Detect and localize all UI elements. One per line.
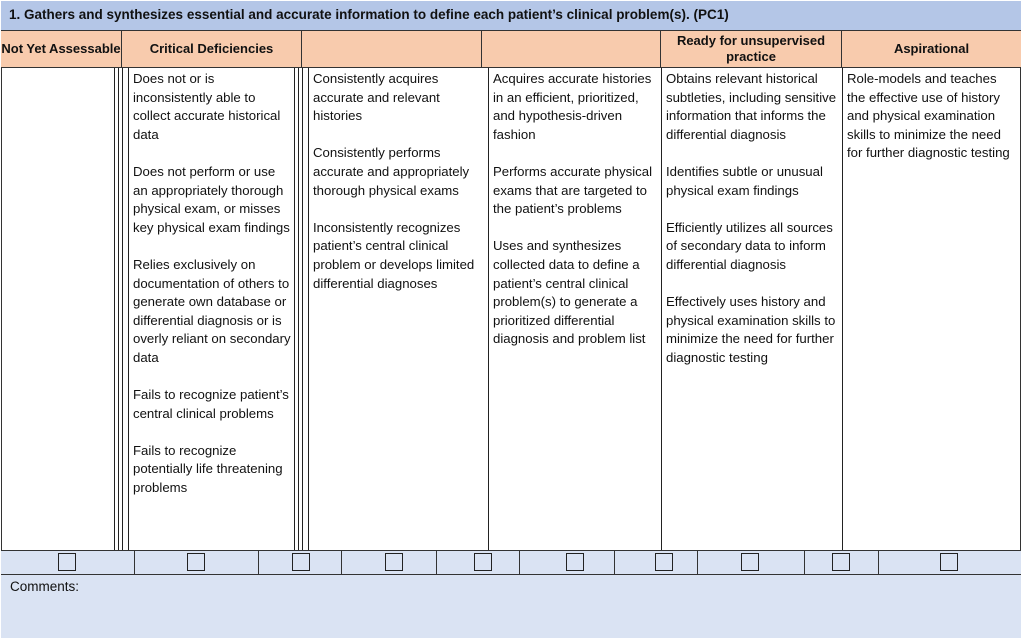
rating-checkbox-7[interactable] (741, 553, 759, 571)
column-rule (114, 68, 115, 550)
rating-checkbox-1[interactable] (187, 553, 205, 571)
descriptor-text: Does not or is inconsistently able to collect accurate historical data (133, 71, 281, 142)
rating-checkbox-2[interactable] (292, 553, 310, 571)
column-rule (302, 68, 303, 550)
descriptor-text: Uses and synthesizes collected data to define a patient’s central clinical problem(s) to generate a prioritized differential diagnosis and problem list (493, 238, 646, 347)
checkbox-divider (436, 551, 437, 574)
descriptor-text: Does not perform or use an appropriately thorough physical exam, or misses key physical exam findings (133, 163, 290, 235)
column-ready-unsupervised (662, 68, 842, 550)
rating-checkbox-6[interactable] (655, 553, 673, 571)
comments-field[interactable] (1, 575, 1021, 638)
rating-checkbox-not-yet-assessable[interactable] (58, 553, 76, 571)
header-level-3 (302, 31, 482, 68)
column-level-4 (489, 68, 661, 550)
header-critical-deficiencies: Critical Deficiencies (122, 31, 302, 68)
descriptor-text: Fails to recognize patient’s central clinical problems (133, 387, 289, 421)
column-rule (298, 68, 299, 550)
checkbox-divider (614, 551, 615, 574)
checkbox-divider (878, 551, 879, 574)
rating-checkbox-4[interactable] (474, 553, 492, 571)
rating-checkbox-3[interactable] (385, 553, 403, 571)
descriptor-text: Fails to recognize potentially life threatening problems (133, 442, 283, 496)
column-rule (118, 68, 119, 550)
descriptor-text: Inconsistently recognizes patient’s central clinical problem or develops limited differential diagnoses (313, 219, 475, 291)
descriptor-text: Performs accurate physical exams that are targeted to the patient’s problems (493, 163, 653, 217)
checkbox-divider (804, 551, 805, 574)
checkbox-divider (134, 551, 135, 574)
descriptor-text: Relies exclusively on documentation of others to generate own database or differential diagnosis or is overly reliant on secondary data (133, 256, 291, 365)
descriptor-text: Effectively uses history and physical examination skills to minimize the need for further diagnostic testing (666, 294, 836, 365)
comments-label: Comments: (10, 579, 80, 594)
rating-checkbox-5[interactable] (566, 553, 584, 571)
column-aspirational (843, 68, 1021, 550)
descriptor-text: Consistently acquires accurate and relevant histories (313, 71, 440, 124)
rating-checkbox-8[interactable] (832, 553, 850, 571)
milestone-title: 1. Gathers and synthesizes essential and accurate information to define each patient’s clinical problem(s). (PC1) (1, 1, 1021, 31)
descriptor-text: Identifies subtle or unusual physical exam findings (666, 163, 823, 198)
checkbox-divider (258, 551, 259, 574)
header-level-4 (482, 31, 661, 68)
rating-checkbox-row (1, 550, 1021, 575)
descriptor-text: Consistently performs accurate and appropriately thorough physical exams (313, 145, 470, 198)
column-not-yet-assessable (1, 68, 114, 550)
descriptor-text: Acquires accurate histories in an efficient, prioritized, and hypothesis-driven fashion (493, 71, 652, 142)
header-not-yet-assessable: Not Yet Assessable (1, 31, 122, 68)
checkbox-divider (697, 551, 698, 574)
column-rule (122, 68, 123, 550)
column-level-3 (309, 68, 488, 550)
descriptor-text: Role-models and teaches the effective use of history and physical examination skills to minimize the need for further diagnostic testing (847, 71, 1010, 161)
rating-checkbox-9[interactable] (940, 553, 958, 571)
column-critical-deficiencies (129, 68, 295, 550)
descriptor-text: Efficiently utilizes all sources of secondary data to inform differential diagnosis (666, 219, 833, 272)
descriptor-text: Obtains relevant historical subtleties, including sensitive information that informs the differential diagnosis (666, 71, 837, 142)
checkbox-divider (519, 551, 520, 574)
checkbox-divider (341, 551, 342, 574)
header-ready-unsupervised: Ready for unsupervised practice (661, 31, 842, 68)
header-aspirational: Aspirational (842, 31, 1021, 68)
